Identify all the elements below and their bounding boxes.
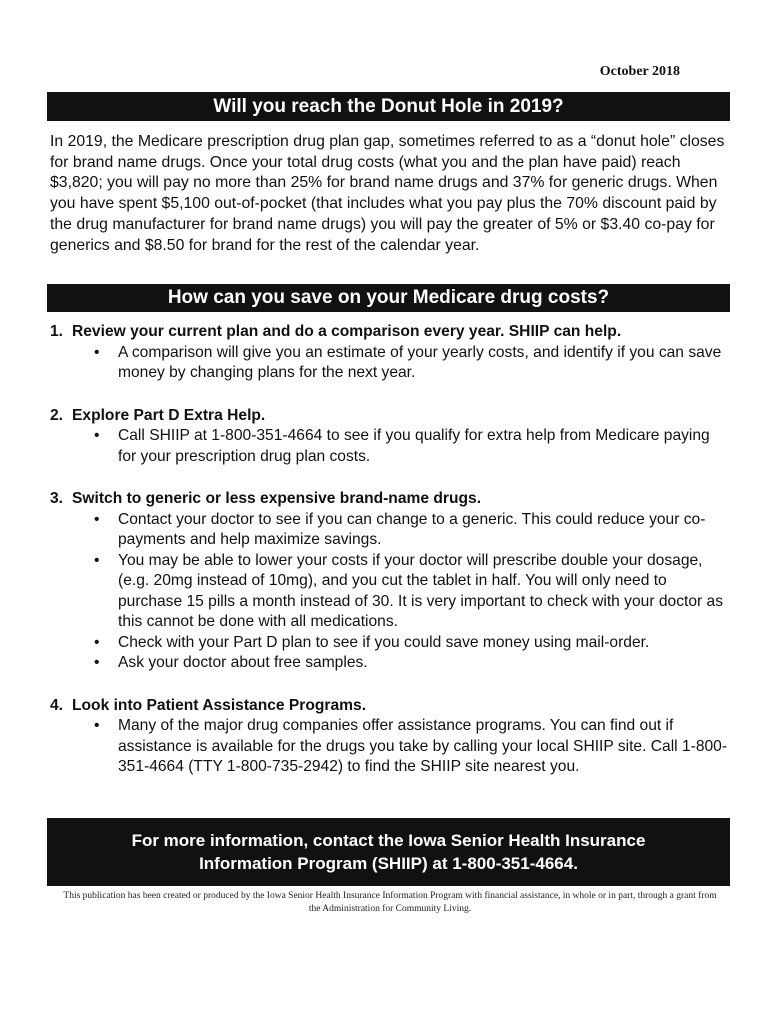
tip-title-text: Switch to generic or less expensive brand-name drugs.	[72, 490, 482, 507]
tip-bullets	[50, 510, 730, 674]
contact-line-2: Information Program (SHIIP) at 1-800-351-4664.	[199, 854, 578, 873]
bullet-item: • You may be able to lower your costs if your doctor will prescribe double your dosage, (e.g. 20mg instead of 10mg), and you cut the tablet in half. You will only need to purchase 15 pills a month instead of 30. It is very important to check with your doctor as this cannot be done with all medications.	[94, 551, 730, 633]
tip-number: 3.	[50, 490, 64, 507]
bullet-item: • Call SHIIP at 1-800-351-4664 to see if you qualify for extra help from Medicare paying for your prescription drug plan costs.	[94, 426, 730, 467]
tip-title-text: Explore Part D Extra Help.	[72, 406, 266, 424]
tip-item	[50, 406, 730, 468]
bullet-item: • Ask your doctor about free samples.	[94, 653, 730, 674]
tip-bullets	[50, 343, 730, 384]
tip-number: 4.	[50, 696, 64, 714]
contact-banner	[47, 818, 730, 886]
tip-bullets	[50, 716, 730, 778]
tip-title	[50, 322, 730, 343]
tip-bullets	[50, 426, 730, 467]
tip-title	[50, 406, 730, 427]
intro-paragraph: In 2019, the Medicare prescription drug plan gap, sometimes referred to as a “donut hole” closes for brand name drugs. Once your total drug costs (what you and the plan have paid) reach $3,820; you will pay no more than 25% for brand name drugs and 37% for generic drugs. When you have spent $5,100 out-of-pocket (that includes what you pay plus the 70% discount paid by the drug manufacturer for brand name drugs) you will pay the greater of 5% or $3.40 co-pay for generics and $8.50 for brand for the rest of the calendar year.	[50, 133, 725, 254]
bullet-item: • A comparison will give you an estimate of your yearly costs, and identify if you can save money by changing plans for the next year.	[94, 343, 730, 384]
donut-hole-heading: Will you reach the Donut Hole in 2019?	[47, 92, 730, 121]
tip-title	[50, 489, 730, 510]
tip-item	[50, 696, 730, 778]
tip-title-text: Review your current plan and do a comparison every year. SHIIP can help.	[72, 323, 622, 340]
contact-line-1: For more information, contact the Iowa Senior Health Insurance	[131, 831, 646, 850]
funding-footnote: This publication has been created or produced by the Iowa Senior Health Insurance Information Program with financial assistance, in whole or in part, through a grant from the Administration for Community Living.	[63, 891, 717, 914]
tip-title	[50, 696, 730, 717]
tip-number: 1.	[50, 323, 64, 340]
tip-number: 2.	[50, 406, 64, 424]
bullet-item: • Check with your Part D plan to see if you could save money using mail-order.	[94, 633, 730, 654]
tips-list	[50, 322, 730, 800]
document-date: October 2018	[599, 64, 680, 79]
save-costs-heading: How can you save on your Medicare drug costs?	[47, 284, 730, 312]
bullet-item: • Many of the major drug companies offer assistance programs. You can find out if assistance is available for the drugs you take by calling your local SHIIP site. Call 1-800-351-4664 (TTY 1-800-735-2942) to find the SHIIP site nearest you.	[94, 716, 730, 778]
tip-item	[50, 322, 730, 384]
tip-item	[50, 489, 730, 674]
tip-title-text: Look into Patient Assistance Programs.	[72, 696, 367, 714]
bullet-item: • Contact your doctor to see if you can change to a generic. This could reduce your co-payments and help maximize savings.	[94, 510, 730, 551]
